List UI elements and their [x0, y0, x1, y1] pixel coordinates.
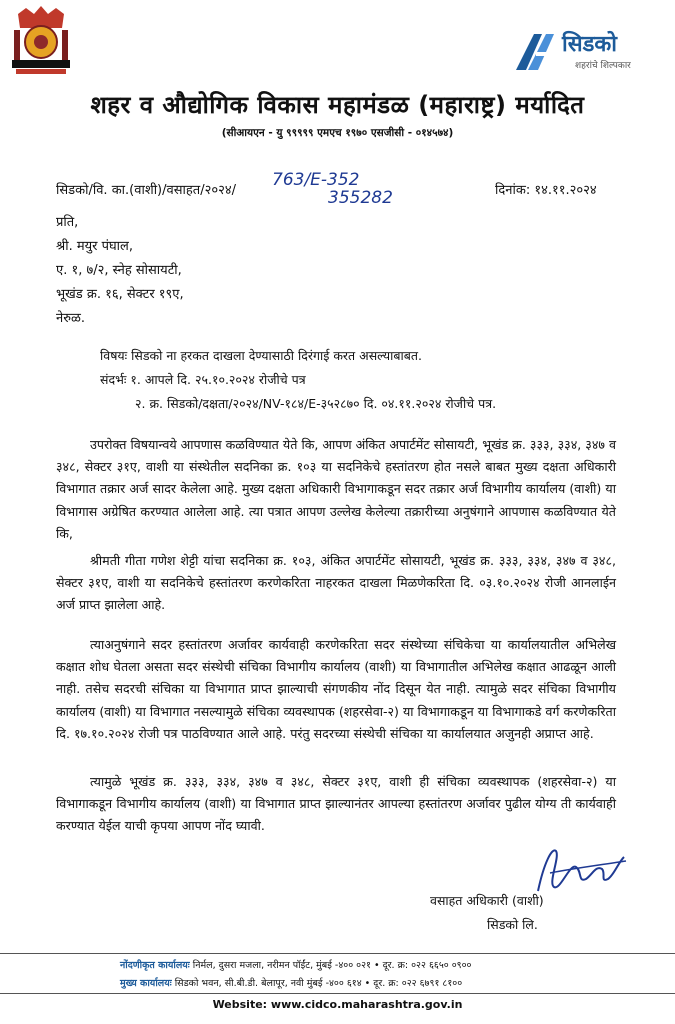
body-paragraph-2 [56, 550, 616, 617]
signatory-designation: वसाहत अधिकारी (वाशी) [430, 893, 544, 908]
handwritten-signature [530, 843, 630, 898]
head-office [120, 976, 462, 989]
logo-tagline: शहरांचे शिल्पकार [575, 61, 631, 71]
head-office-text: सिडको भवन, सी.बी.डी. बेलापूर, नवी मुंबई -४०० ६१४ • दूर. क्र: ०२२ ६७९१ ८१०० [174, 978, 463, 989]
body-paragraph-2-text: श्रीमती गीता गणेश शेट्टी यांचा सदनिका क्र. १०३, अंकित अपार्टमेंट सोसायटी, भूखंड क्र. ३३३, ३३४, ३४७ व ३४८, सेक्टर ३१ए, वाशी या सदनिकेचे हस्तांतरण करणेकरिता नाहरकत दाखला मिळणेकरिता दि. ०३.१०.२०२४ रोजी आनलाईन अर्ज प्राप्त झालेला आहे. [56, 553, 616, 613]
reference-2: २. क्र. सिडको/दक्षता/२०२४/NV-१८४/E-३५२८७० दि. ०४.११.२०२४ रोजीचे पत्र. [135, 396, 497, 411]
body-paragraph-1-text: उपरोक्त विषयान्वये आपणास कळविण्यात येते कि, आपण अंकित अपार्टमेंट सोसायटी, भूखंड क्र. ३३३, ३३४, ३४७ व ३४८, सेक्टर ३१ए, वाशी या संस्थेतील सदनिका क्र. १०३ या सदनिकेचे हस्तांतरण होत नसले बाबत मुख्य दक्षता अधिकारी विभागात तक्रार अर्ज सादर केलेला आहे. मुख्य दक्षता अधिकारी विभागाकडून सदर तक्रार अर्ज विभागीय कार्यालय (वाशी) या विभागास अग्रेषित करण्यात आलेला आहे. त्या पत्रात आपण उल्लेख केलेल्या तक्रारीच्या अनुषंगाने आपणास कळविण्यात येते कि, [56, 437, 616, 541]
subject-line: विषयः सिडको ना हरकत दाखला देण्यासाठी दिरंगाई करत असल्याबाबत. [100, 348, 422, 363]
recipient-address-line2: भूखंड क्र. १६, सेक्टर १९ए, [56, 287, 184, 302]
recipient-name: श्री. मयुर पंघाल, [56, 239, 133, 254]
registered-office [120, 958, 472, 971]
recipient-address-line3: नेरुळ. [56, 311, 86, 326]
recipient-to: प्रति, [56, 215, 79, 230]
cidco-logo-icon [512, 30, 558, 74]
recipient-address-line1: ए. १, ७/२, स्नेह सोसायटी, [56, 263, 182, 278]
website-link[interactable]: Website: www.cidco.maharashtra.gov.in [212, 998, 463, 1011]
body-paragraph-3 [56, 634, 616, 745]
body-paragraph-4 [56, 771, 616, 838]
reference-number: सिडको/वि. का.(वाशी)/वसाहत/२०२४/ [56, 183, 237, 198]
footer-divider-bottom [0, 993, 675, 994]
cin-number: (सीआयएन - यु ९९९९९ एमएच १९७० एसजीसी - ०१४५७४) [221, 127, 454, 139]
letter-date: दिनांक: १४.११.२०२४ [495, 183, 597, 198]
logo-name: सिडको [562, 32, 617, 57]
body-paragraph-3-text: त्याअनुषंगाने सदर हस्तांतरण अर्जावर कार्यवाही करणेकरिता सदर संस्थेच्या संचिकेचा या कार्यालयातील अभिलेख कक्षात शोध घेतला असता सदर संस्थेची संचिका विभागीय कार्यालय (वाशी) या विभागातील अभिलेख कक्षात आढळून आली नाही. तसेच सदरची संचिका या विभागात प्राप्त झाल्याची संगणकीय नोंद दिसून येत नाही. त्यामुळे सदर संचिका विभागीय कार्यालय (वाशी) या विभागात नसल्यामुळे संचिका व्यवस्थापक (शहरसेवा-२) या विभागाकडून या विभागाकडे वर्ग करणेकरिता दि. १७.१०.२०२४ रोजी पत्र पाठविण्यात आले आहे. परंतु सदरच्या संस्थेची संचिका या कार्यालयात अजुनही अप्राप्त आहे. [56, 637, 616, 741]
head-office-label: मुख्य कार्यालयः [120, 978, 172, 989]
reference-1: संदर्भः १. आपले दि. २५.१०.२०२४ रोजीचे पत्र [100, 372, 306, 387]
cidco-logo [512, 30, 662, 74]
body-paragraph-4-text: त्यामुळे भूखंड क्र. ३३३, ३३४, ३४७ व ३४८, सेक्टर ३१ए, वाशी ही संचिका व्यवस्थापक (शहरसेवा-२) या विभागाकडून विभागीय कार्यालय (वाशी) या विभागात प्राप्त झाल्यानंतर आपल्या हस्तांतरण अर्जावर पुढील योग्य ती कार्यवाही करण्यात येईल याची कृपया आपण नोंद घ्यावी. [56, 774, 616, 834]
cidco-emblem [8, 6, 74, 76]
organization-title: शहर व औद्योगिक विकास महामंडळ (महाराष्ट्र) मर्यादित [90, 91, 585, 119]
signatory-organization: सिडको लि. [487, 917, 538, 932]
handwritten-file-number: 355282 [328, 188, 393, 208]
registered-office-text: निर्मल, दुसरा मजला, नरीमन पॉईंट, मुंबई -४०० ०२१ • दूर. क्र: ०२२ ६६५० ०९०० [192, 960, 472, 971]
registered-office-label: नोंदणीकृत कार्यालयः [120, 960, 190, 971]
footer-divider [0, 953, 675, 954]
body-paragraph-1 [56, 434, 616, 545]
handwritten-outward-number: 763/E-352 [272, 170, 360, 190]
